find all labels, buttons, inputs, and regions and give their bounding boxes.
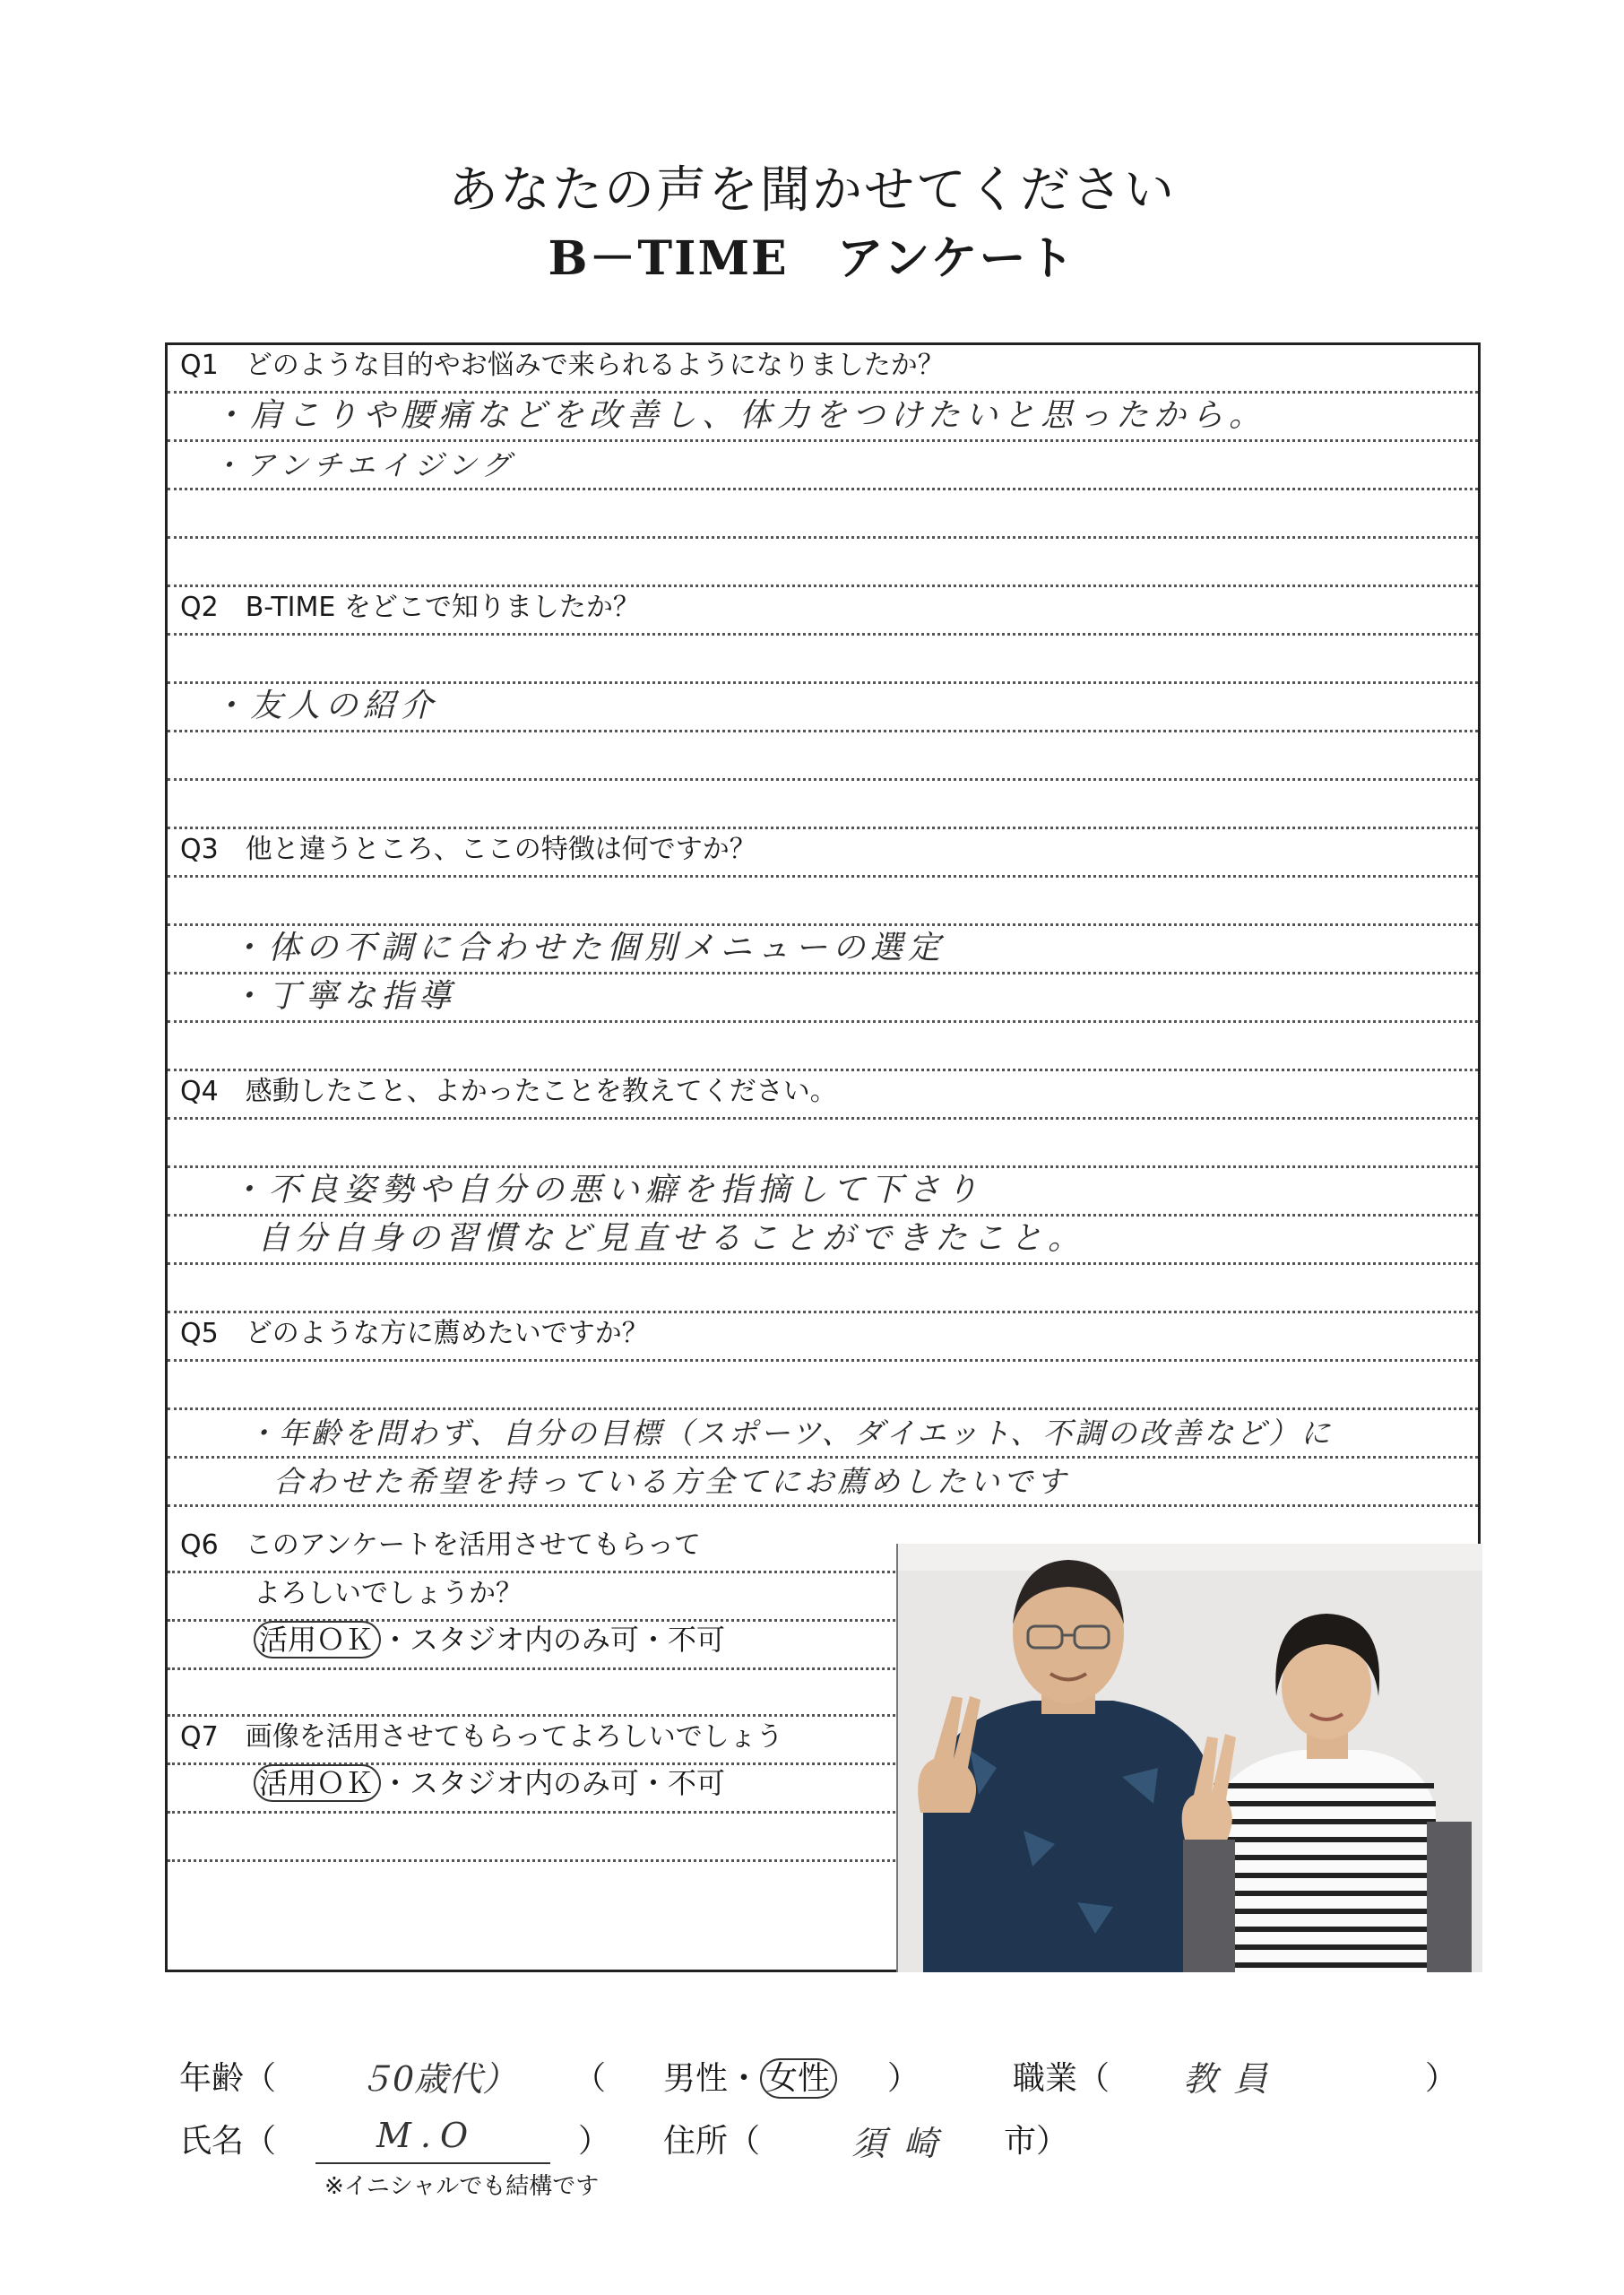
q4-answer-4 (168, 1265, 1478, 1313)
q2-answer-2 (168, 684, 1478, 732)
q6-label-line1: Q6 このアンケートを活用させてもらって (180, 1529, 701, 1561)
q6-option-ok-circled[interactable]: 活用ＯＫ (254, 1621, 381, 1658)
q2-answer-3 (168, 732, 1478, 781)
q6-row-2 (168, 1573, 895, 1622)
q4-answer-2 (168, 1168, 1478, 1217)
q7-label: Q7 画像を活用させてもらってよろしいでしょう (180, 1721, 783, 1753)
gender-options (663, 2053, 837, 2099)
q3-answer-3 (168, 974, 1478, 1023)
q4-answer-3 (168, 1217, 1478, 1265)
q1-row (168, 345, 1478, 394)
q2-answer-1 (168, 636, 1478, 684)
q6-option-rest[interactable]: ・スタジオ内のみ可・不可 (381, 1623, 726, 1657)
q5-row (168, 1313, 1478, 1362)
q5-answer-text-2: 合わせた希望を持っている方全てにお薦めしたいです (273, 1464, 1069, 1499)
gender-male-option[interactable]: 男性・ (663, 2060, 761, 2097)
q4-answer-text-2: 自分自身の習慣など見直せることができたこと。 (257, 1220, 1086, 1257)
q3-answer-1 (168, 878, 1478, 926)
gender-close-paren: ） (887, 2060, 920, 2097)
q4-answer-1 (168, 1120, 1478, 1168)
q2-row (168, 587, 1478, 636)
q6-blank-row (168, 1670, 895, 1717)
q7-options (254, 1761, 725, 1802)
q6-label-line2: よろしいでしょうか？ (254, 1578, 523, 1609)
q5-label: Q5 どのような方に薦めたいですか？ (180, 1318, 649, 1349)
survey-title: あなたの声を聞かせてください (448, 161, 1176, 220)
survey-subtitle: B－TIME アンケート (548, 231, 1076, 286)
job-close-paren: ） (1425, 2060, 1458, 2097)
photo-illustration (898, 1544, 1482, 1972)
q1-answer-1 (168, 394, 1478, 442)
q5-answer-1 (168, 1362, 1478, 1410)
q3-answer-text-2: ・丁寧な指導 (230, 978, 457, 1015)
job-value[interactable]: 教員 (1183, 2059, 1284, 2099)
q4-answer-text-1: ・不良姿勢や自分の悪い癖を指摘して下さり (230, 1172, 984, 1208)
address-suffix: 市） (1004, 2123, 1069, 2160)
q1-answer-text-2: ・アンチエイジング (212, 448, 516, 482)
q3-row (168, 829, 1478, 878)
q7-option-rest[interactable]: ・スタジオ内のみ可・不可 (381, 1766, 726, 1800)
survey-form (165, 342, 1481, 1972)
q6-row (168, 1529, 895, 1573)
q5-answer-3 (168, 1459, 1478, 1507)
address-value[interactable]: 須崎 (851, 2124, 956, 2163)
q7-blank-row-2 (168, 1862, 895, 1910)
name-label: 氏名（ (179, 2123, 277, 2160)
q7-row (168, 1717, 895, 1765)
q1-answer-4 (168, 539, 1478, 587)
gender-female-option-circled[interactable]: 女性 (760, 2058, 837, 2099)
q1-label: Q1 どのような目的やお悩みで来られるようになりましたか？ (180, 350, 945, 381)
initials-note: ※イニシャルでも結構です (324, 2173, 600, 2200)
job-label: 職業（ (1013, 2060, 1110, 2097)
q4-label: Q4 感動したこと、よかったことを教えてください。 (180, 1076, 837, 1107)
age-value[interactable]: ５0歳代） (358, 2059, 517, 2099)
q2-answer-text-1: ・友人の紹介 (212, 688, 439, 724)
q5-answer-text-1: ・年齢を問わず、自分の目標（スポーツ、ダイエット、不調の改善など）に (246, 1416, 1334, 1451)
q6-options-row (168, 1622, 895, 1670)
q3-answer-2 (168, 926, 1478, 974)
q7-blank-row-1 (168, 1814, 895, 1862)
q3-answer-text-1: ・体の不調に合わせた個別メニューの選定 (230, 930, 946, 966)
q5-answer-2 (168, 1410, 1478, 1459)
address-label: 住所（ (663, 2123, 761, 2160)
q7-options-row (168, 1765, 895, 1814)
q3-answer-4 (168, 1023, 1478, 1071)
q1-answer-2 (168, 442, 1478, 490)
q6-options (254, 1617, 725, 1658)
gender-open-paren: （ (574, 2060, 607, 2097)
q4-row (168, 1071, 1478, 1120)
q1-answer-text-1: ・肩こりや腰痛などを改善し、体力をつけたいと思ったから。 (212, 397, 1267, 434)
q7-option-ok-circled[interactable]: 活用ＯＫ (254, 1764, 381, 1802)
q1-answer-3 (168, 490, 1478, 539)
q2-label: Q2 B-TIME をどこで知りましたか？ (180, 592, 640, 623)
q3-label: Q3 他と違うところ、ここの特徴は何ですか？ (180, 834, 756, 865)
name-value[interactable]: M.O (376, 2116, 478, 2155)
name-close-paren: ） (578, 2123, 611, 2160)
q2-answer-4 (168, 781, 1478, 829)
age-label: 年齢（ (179, 2060, 277, 2097)
name-underline (315, 2162, 550, 2164)
customer-photo (896, 1544, 1482, 1972)
